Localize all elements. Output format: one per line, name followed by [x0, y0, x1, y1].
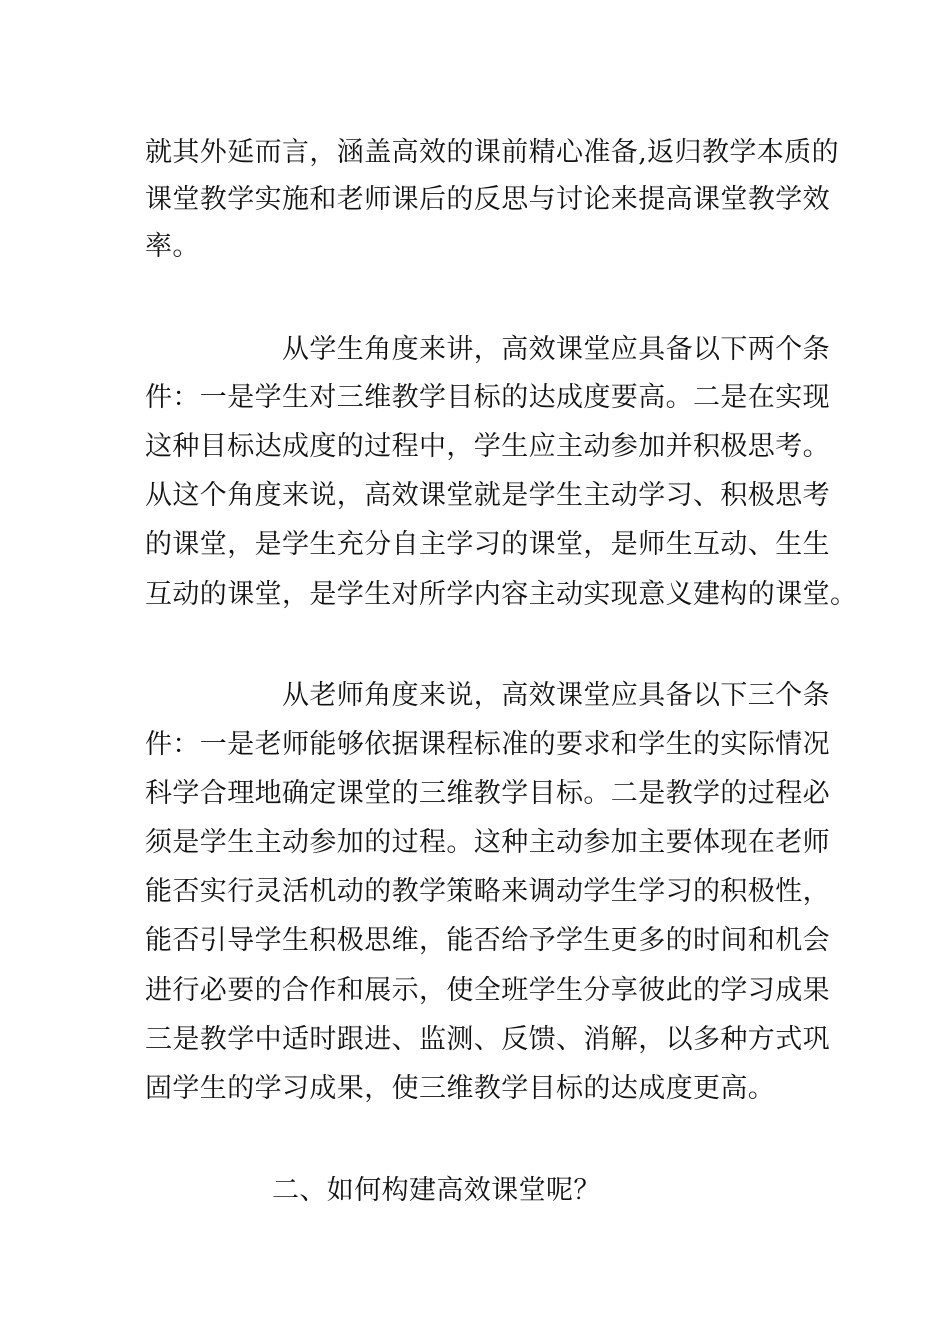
text-line: 互动的课堂，是学生对所学内容主动实现意义建构的课堂。 [145, 579, 858, 610]
text-line: 从学生角度来讲，高效课堂应具备以下两个条 [282, 334, 830, 365]
text-line: 能否实行灵活机动的教学策略来调动学生学习的积极性， [145, 876, 830, 907]
text-line: 这种目标达成度的过程中，学生应主动参加并积极思考。 [145, 431, 830, 462]
text-line: 就其外延而言，涵盖高效的课前精心准备,返归教学本质的 [145, 137, 839, 168]
text-line: 件：一是老师能够依据课程标准的要求和学生的实际情况 [145, 729, 830, 760]
text-line: 三是教学中适时跟进、监测、反馈、消解，以多种方式巩 [145, 1024, 830, 1055]
text-line: 从老师角度来说，高效课堂应具备以下三个条 [282, 680, 830, 711]
text-line: 件：一是学生对三维教学目标的达成度要高。二是在实现 [145, 382, 830, 413]
text-line: 科学合理地确定课堂的三维教学目标。二是教学的过程必 [145, 778, 830, 809]
text-line: 的课堂，是学生充分自主学习的课堂，是师生互动、生生 [145, 529, 830, 560]
section-heading: 二、如何构建高效课堂呢？ [272, 1175, 601, 1206]
text-line: 能否引导学生积极思维，能否给予学生更多的时间和机会 [145, 925, 830, 956]
text-line: 从这个角度来说，高效课堂就是学生主动学习、积极思考 [145, 480, 830, 511]
text-line: 须是学生主动参加的过程。这种主动参加主要体现在老师 [145, 827, 830, 858]
text-line: 课堂教学实施和老师课后的反思与讨论来提高课堂教学效 [145, 184, 830, 215]
text-line: 进行必要的合作和展示，使全班学生分享彼此的学习成果 [145, 975, 830, 1006]
text-line: 固学生的学习成果，使三维教学目标的达成度更高。 [145, 1073, 776, 1104]
text-line: 率。 [145, 231, 200, 262]
